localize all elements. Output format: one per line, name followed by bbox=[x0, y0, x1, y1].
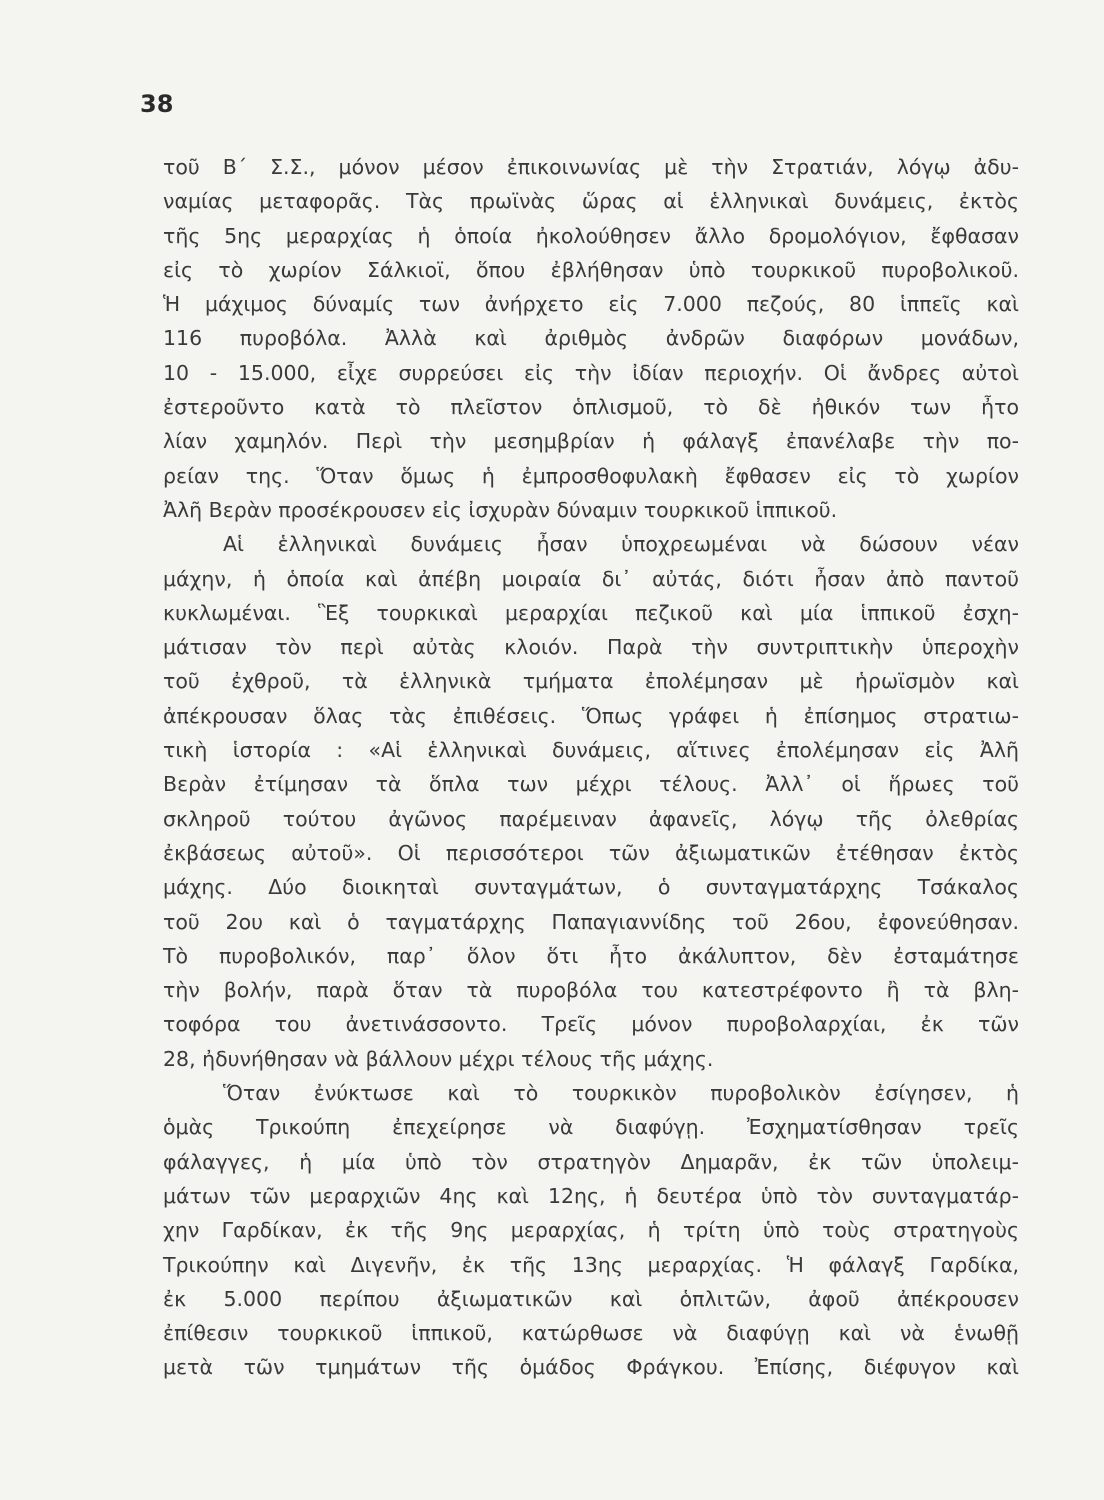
text-line: ἐπίθεσιν τουρκικοῦ ἱππικοῦ, κατώρθωσε νὰ διαφύγῃ καὶ νὰ ἑνωθῇ bbox=[163, 1321, 1019, 1346]
text-line: τοφόρα του ἀνετινάσσοντο. Τρεῖς μόνον πυροβολαρχίαι, ἐκ τῶν bbox=[163, 1012, 1019, 1037]
text-line: Ἀλῆ Βερὰν προσέκρουσεν εἰς ἰσχυρὰν δύναμιν τουρκικοῦ ἱππικοῦ. bbox=[163, 497, 838, 522]
text-line: ἐστεροῦντο κατὰ τὸ πλεῖστον ὁπλισμοῦ, τὸ δὲ ἠθικόν των ἦτο bbox=[163, 395, 1019, 420]
text-line: Βερὰν ἐτίμησαν τὰ ὅπλα των μέχρι τέλους. Ἀλλ᾽ οἱ ἥρωες τοῦ bbox=[163, 772, 1019, 797]
text-line: μάτων τῶν μεραρχιῶν 4ης καὶ 12ης, ἡ δευτέρα ὑπὸ τὸν συνταγματάρ- bbox=[163, 1183, 1019, 1208]
text-line: Τρικούπην καὶ Διγενῆν, ἐκ τῆς 13ης μεραρχίας. Ἡ φάλαγξ Γαρδίκα, bbox=[163, 1252, 1019, 1277]
text-line: τοῦ 2ου καὶ ὁ ταγματάρχης Παπαγιαννίδης τοῦ 26ου, ἐφονεύθησαν. bbox=[163, 909, 1019, 934]
text-line: μάτισαν τὸν περὶ αὐτὰς κλοιόν. Παρὰ τὴν συντριπτικὴν ὑπεροχὴν bbox=[163, 635, 1019, 660]
text-line: τὴν βολήν, παρὰ ὅταν τὰ πυροβόλα του κατεστρέφοντο ἢ τὰ βλη- bbox=[163, 978, 1019, 1003]
text-line: τῆς 5ης μεραρχίας ἡ ὁποία ἠκολούθησεν ἄλλο δρομολόγιον, ἔφθασαν bbox=[163, 223, 1019, 248]
text-line: χην Γαρδίκαν, ἐκ τῆς 9ης μεραρχίας, ἡ τρίτη ὑπὸ τοὺς στρατηγοὺς bbox=[163, 1218, 1019, 1243]
text-line: ἐκ 5.000 περίπου ἀξιωματικῶν καὶ ὁπλιτῶν, ἀφοῦ ἀπέκρουσεν bbox=[163, 1286, 1019, 1311]
text-line: ρείαν της. Ὅταν ὅμως ἡ ἐμπροσθοφυλακὴ ἔφθασεν εἰς τὸ χωρίον bbox=[163, 463, 1019, 488]
text-line: ὁμὰς Τρικούπη ἐπεχείρησε νὰ διαφύγῃ. Ἐσχηματίσθησαν τρεῖς bbox=[163, 1115, 1019, 1140]
text-line: φάλαγγες, ἡ μία ὑπὸ τὸν στρατηγὸν Δημαρᾶν, ἐκ τῶν ὑπολειμ- bbox=[163, 1149, 1019, 1174]
text-line: μετὰ τῶν τμημάτων τῆς ὁμάδος Φράγκου. Ἐπίσης, διέφυγον καὶ bbox=[163, 1355, 1019, 1380]
text-line: τοῦ Β΄ Σ.Σ., μόνον μέσον ἐπικοινωνίας μὲ τὴν Στρατιάν, λόγῳ ἀδυ- bbox=[163, 155, 1019, 179]
text-line: 28, ἠδυνήθησαν νὰ βάλλουν μέχρι τέλους τῆς μάχης. bbox=[163, 1046, 714, 1071]
text-line: Αἱ ἑλληνικαὶ δυνάμεις ἦσαν ὑποχρεωμέναι νὰ δώσουν νέαν bbox=[223, 532, 1019, 557]
text-line: Τὸ πυροβολικόν, παρ᾽ ὅλον ὅτι ἦτο ἀκάλυπτον, δὲν ἐσταμάτησε bbox=[163, 943, 1019, 968]
text-line: εἰς τὸ χωρίον Σάλκιοϊ, ὅπου ἐβλήθησαν ὑπὸ τουρκικοῦ πυροβολικοῦ. bbox=[163, 257, 1019, 282]
text-line: μάχης. Δύο διοικηταὶ συνταγμάτων, ὁ συνταγματάρχης Τσάκαλος bbox=[163, 875, 1019, 900]
text-line: Ὅταν ἐνύκτωσε καὶ τὸ τουρκικὸν πυροβολικὸν ἐσίγησεν, ἡ bbox=[223, 1081, 1019, 1106]
text-line: ἀπέκρουσαν ὅλας τὰς ἐπιθέσεις. Ὅπως γράφει ἡ ἐπίσημος στρατιω- bbox=[163, 703, 1019, 728]
text-line: τοῦ ἐχθροῦ, τὰ ἑλληνικὰ τμήματα ἐπολέμησαν μὲ ἡρωϊσμὸν καὶ bbox=[163, 669, 1019, 694]
text-line: Ἡ μάχιμος δύναμίς των ἀνήρχετο εἰς 7.000 πεζούς, 80 ἱππεῖς καὶ bbox=[163, 292, 1019, 317]
text-line: 116 πυροβόλα. Ἀλλὰ καὶ ἀριθμὸς ἀνδρῶν διαφόρων μονάδων, bbox=[163, 326, 1019, 351]
text-line: σκληροῦ τούτου ἀγῶνος παρέμειναν ἀφανεῖς, λόγῳ τῆς ὀλεθρίας bbox=[163, 806, 1019, 831]
page-number: 38 bbox=[140, 90, 174, 118]
text-line: λίαν χαμηλόν. Περὶ τὴν μεσημβρίαν ἡ φάλαγξ ἐπανέλαβε τὴν πο- bbox=[163, 429, 1019, 454]
text-line: 10 - 15.000, εἶχε συρρεύσει εἰς τὴν ἰδίαν περιοχήν. Οἱ ἄνδρες αὐτοὶ bbox=[163, 360, 1019, 385]
text-line: μάχην, ἡ ὁποία καὶ ἀπέβη μοιραία δι᾽ αὐτάς, διότι ἦσαν ἀπὸ παντοῦ bbox=[163, 566, 1019, 591]
text-line: κυκλωμέναι. Ἓξ τουρκικαὶ μεραρχίαι πεζικοῦ καὶ μία ἱππικοῦ ἐσχη- bbox=[163, 600, 1019, 625]
body-text bbox=[163, 150, 1019, 1385]
text-line: ναμίας μεταφορᾶς. Τὰς πρωϊνὰς ὥρας αἱ ἑλληνικαὶ δυνάμεις, ἐκτὸς bbox=[163, 189, 1019, 214]
text-line: ἐκβάσεως αὐτοῦ». Οἱ περισσότεροι τῶν ἀξιωματικῶν ἐτέθησαν ἐκτὸς bbox=[163, 840, 1019, 865]
text-line: τικὴ ἱστορία : «Αἱ ἑλληνικαὶ δυνάμεις, αἵτινες ἐπολέμησαν εἰς Ἀλῆ bbox=[163, 738, 1019, 763]
